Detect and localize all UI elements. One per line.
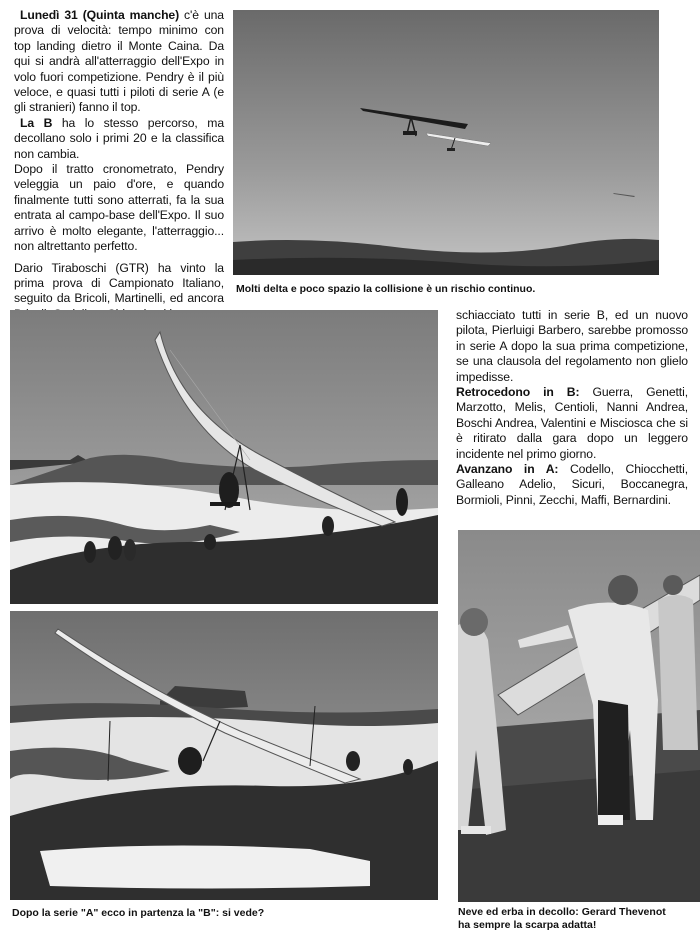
right-mid-column bbox=[456, 308, 688, 508]
photo-glider-slope-takeoff bbox=[10, 310, 438, 604]
caption-bottom-right bbox=[458, 906, 698, 932]
para-text-avanzano: Codello, Chiocchetti, Galleano Adelio, Sicuri, Boccanegra, Bormioli, Pinni, Zecchi, Maffi, Bernardini. bbox=[456, 462, 688, 507]
para-text-retrocedono: Guerra, Genetti, Marzotto, Melis, Centioli, Nanni Andrea, Boschi Andrea, Valentini e Misciosca che si è ritirato dalla gara dopo un leggero incidente nel primo giorno. bbox=[456, 385, 688, 461]
para-lead-la-b: La B bbox=[20, 115, 53, 130]
caption-top-photo: Molti delta e poco spazio la collisione è un rischio continuo. bbox=[236, 283, 536, 295]
photo-thevenot-takeoff bbox=[458, 530, 700, 902]
photo-glider-launch-b bbox=[10, 611, 438, 900]
para-text-la-b: ha lo stesso percorso, ma decollano solo i primi 20 e la classifica non cambia. bbox=[14, 115, 224, 161]
para-lead-avanzano: Avanzano in A: bbox=[456, 462, 559, 477]
para-text-lunedi: c'è una prova di velocità: tempo minimo con top landing dietro il Monte Caina. Da qui si andrà all'atterraggio dell'Expo in volo fuori competizione. Pendry è il più veloce, e quasi tutti i piloti di serie A (e gli stranieri) fanno il top. bbox=[14, 8, 224, 115]
para-lead-retrocedono: Retrocedono in B: bbox=[456, 385, 580, 400]
caption-bottom-right-line2: ha sempre la scarpa adatta! bbox=[458, 919, 597, 931]
left-top-column bbox=[14, 8, 224, 322]
caption-bottom-left: Dopo la serie "A" ecco in partenza la "B": si vede? bbox=[12, 907, 265, 919]
caption-bottom-right-line1: Neve ed erba in decollo: Gerard Thevenot bbox=[458, 906, 666, 918]
para-pendry: Dopo il tratto cronometrato, Pendry veleggia un paio d'ore, e quando finalmente tutti sono atterrati, fa la sua entrata al campo-base dell'Expo. Il suo arrivo è molto elegante, l'atterraggio... non altrettanto perfetto. bbox=[14, 162, 224, 254]
para-barbero: schiacciato tutti in serie B, ed un nuovo pilota, Pierluigi Barbero, sarebbe promosso in serie A dopo la sua prima competizione, se una clausola del regolamento non glielo impedisse. bbox=[456, 308, 688, 384]
para-lead-lunedi: Lunedì 31 (Quinta manche) bbox=[20, 8, 180, 22]
para-tiraboschi: Dario Tiraboschi (GTR) ha vinto la prima prova di Campionato Italiano, seguito da Bricoli, Martinelli, ed ancora bbox=[14, 260, 224, 306]
photo-glider-sky bbox=[233, 10, 659, 275]
